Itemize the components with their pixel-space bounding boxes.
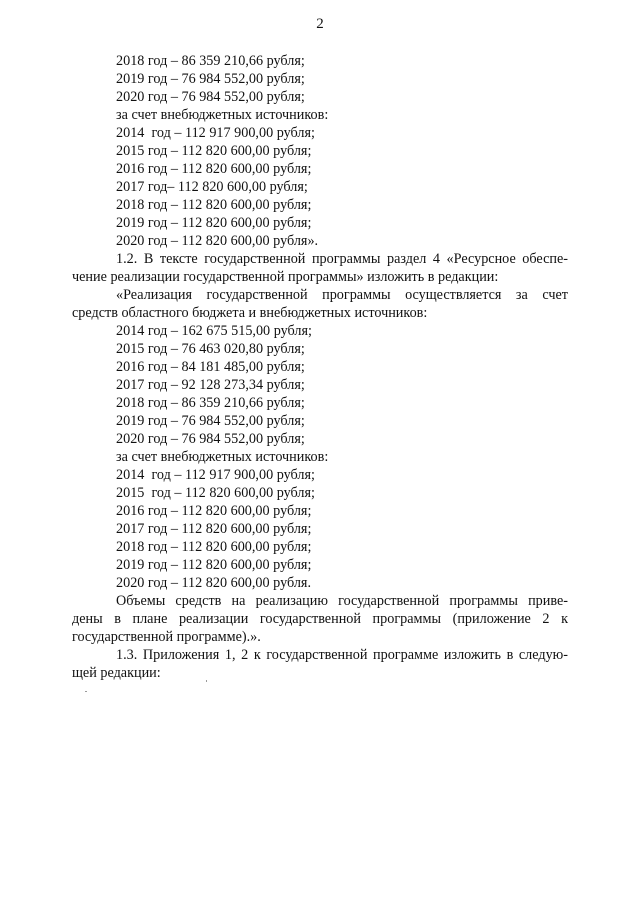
volumes-paragraph-line1: Объемы средств на реализацию государственной программы приве- xyxy=(116,593,568,609)
funding-line: 2019 год – 112 820 600,00 рубля; xyxy=(116,557,312,573)
funding-line: 2018 год – 86 359 210,66 рубля; xyxy=(116,53,305,69)
funding-line: 2018 год – 86 359 210,66 рубля; xyxy=(116,395,305,411)
funding-line: 2019 год – 76 984 552,00 рубля; xyxy=(116,413,305,429)
funding-subheading: за счет внебюджетных источников: xyxy=(116,107,329,123)
paragraph-1-3-line2: щей редакции: xyxy=(72,665,161,681)
funding-line: 2014 год – 112 917 900,00 рубля; xyxy=(116,125,315,141)
quote-paragraph-line1: «Реализация государственной программы осуществляется за счет xyxy=(116,287,568,303)
funding-line: 2016 год – 112 820 600,00 рубля; xyxy=(116,161,312,177)
paragraph-1-2-line1: 1.2. В тексте государственной программы раздел 4 «Ресурсное обеспе- xyxy=(116,251,568,267)
funding-line: 2019 год – 112 820 600,00 рубля; xyxy=(116,215,312,231)
funding-line: 2017 год – 112 820 600,00 рубля; xyxy=(116,521,312,537)
funding-line: 2018 год – 112 820 600,00 рубля; xyxy=(116,197,312,213)
funding-line: 2020 год – 112 820 600,00 рубля». xyxy=(116,233,319,249)
page-number: 2 xyxy=(316,16,324,32)
funding-line: 2020 год – 112 820 600,00 рубля. xyxy=(116,575,312,591)
quote-paragraph-line2: средств областного бюджета и внебюджетных источников: xyxy=(72,305,428,321)
funding-line: 2015 год – 76 463 020,80 рубля; xyxy=(116,341,305,357)
volumes-paragraph-line2: дены в плане реализации государственной программы (приложение 2 к xyxy=(72,611,568,627)
funding-line: 2014 год – 112 917 900,00 рубля; xyxy=(116,467,315,483)
funding-subheading: за счет внебюджетных источников: xyxy=(116,449,329,465)
funding-line: 2015 год – 112 820 600,00 рубля; xyxy=(116,485,315,501)
funding-line: 2017 год– 112 820 600,00 рубля; xyxy=(116,179,308,195)
funding-line: 2020 год – 76 984 552,00 рубля; xyxy=(116,89,305,105)
volumes-paragraph-line3: государственной программе).». xyxy=(72,629,261,645)
paragraph-1-3-line1: 1.3. Приложения 1, 2 к государственной программе изложить в следую- xyxy=(116,647,568,663)
funding-line: 2016 год – 84 181 485,00 рубля; xyxy=(116,359,305,375)
paragraph-1-2-line2: чение реализации государственной программы» изложить в редакции: xyxy=(72,269,499,285)
funding-line: 2014 год – 162 675 515,00 рубля; xyxy=(116,323,312,339)
funding-line: 2015 год – 112 820 600,00 рубля; xyxy=(116,143,312,159)
funding-line: 2020 год – 76 984 552,00 рубля; xyxy=(116,431,305,447)
funding-line: 2018 год – 112 820 600,00 рубля; xyxy=(116,539,312,555)
funding-line: 2017 год – 92 128 273,34 рубля; xyxy=(116,377,305,393)
scan-dot xyxy=(206,680,207,682)
funding-line: 2019 год – 76 984 552,00 рубля; xyxy=(116,71,305,87)
funding-line: 2016 год – 112 820 600,00 рубля; xyxy=(116,503,312,519)
scan-dot xyxy=(85,691,87,692)
